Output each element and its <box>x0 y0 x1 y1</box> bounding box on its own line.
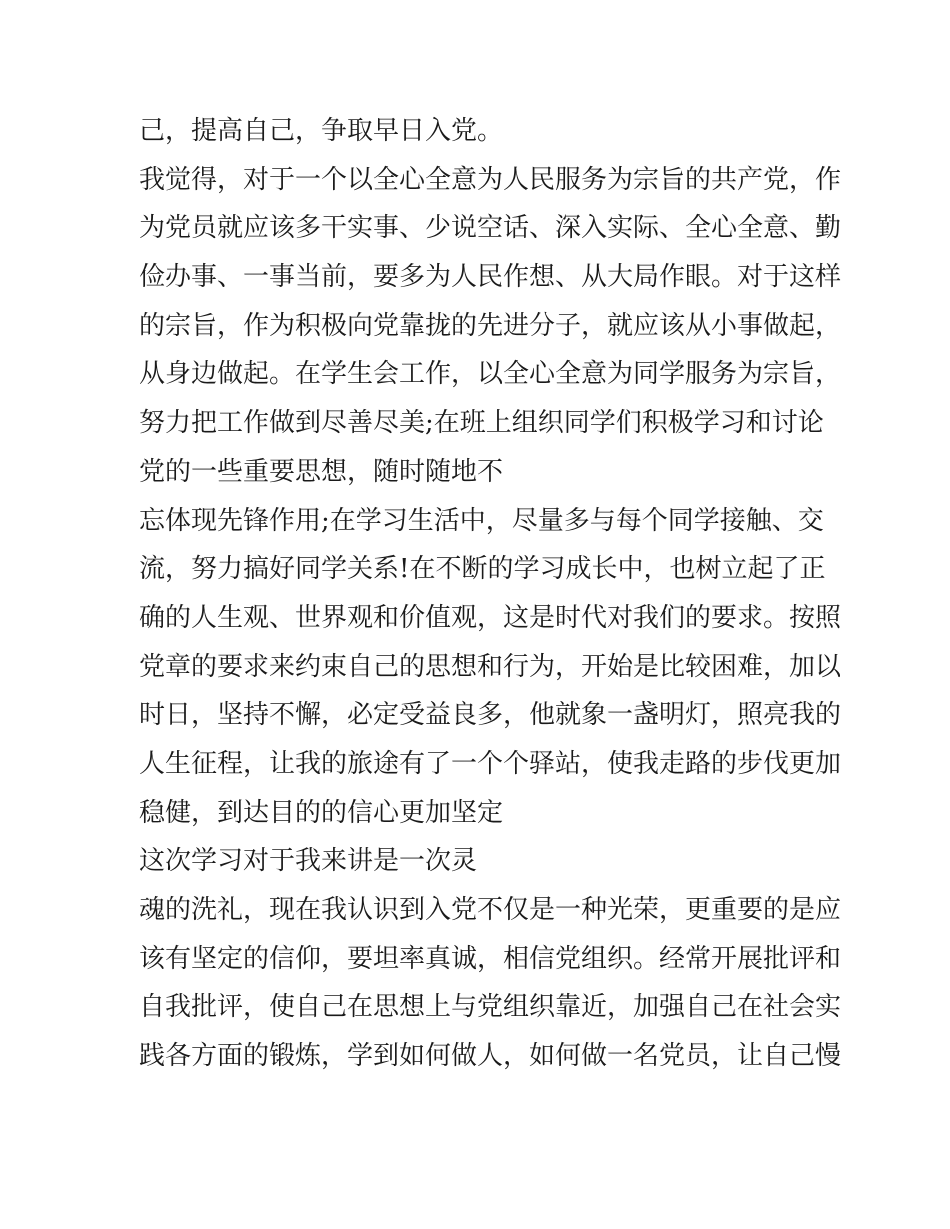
text-line: 魂的洗礼，现在我认识到入党不仅是一种光荣，更重要的是应 <box>139 895 842 925</box>
text-line: 的宗旨，作为积极向党靠拢的先进分子，就应该从小事做起， <box>139 310 842 341</box>
text-line: 确的人生观、世界观和价值观，这是时代对我们的要求。按照 <box>139 602 842 633</box>
text-line: 党的一些重要思想，随时随地不 <box>139 456 504 487</box>
text-line: 人生征程，让我的旅途有了一个个驿站，使我走路的步伐更加 <box>139 748 842 779</box>
text-line: 稳健，到达目的的信心更加坚定 <box>139 797 504 828</box>
document-body <box>139 107 842 1081</box>
text-line: 俭办事、一事当前，要多为人民作想、从大局作眼。对于这样 <box>139 262 842 293</box>
text-line: 这次学习对于我来讲是一次灵 <box>139 846 478 877</box>
text-line: 忘体现先锋作用;在学习生活中，尽量多与每个同学接触、交 <box>139 505 824 536</box>
text-line: 党章的要求来约束自己的思想和行为，开始是比较困难，加以 <box>139 651 842 682</box>
text-line: 时日，坚持不懈，必定受益良多，他就象一盏明灯，照亮我的 <box>139 700 842 731</box>
text-line: 我觉得，对于一个以全心全意为人民服务为宗旨的共产党，作 <box>139 164 842 195</box>
text-line: 从身边做起。在学生会工作，以全心全意为同学服务为宗旨， <box>139 359 842 390</box>
text-line: 自我批评，使自己在思想上与党组织靠近，加强自己在社会实 <box>139 992 842 1023</box>
text-line: 践各方面的锻炼，学到如何做人，如何做一名党员，让自己慢 <box>139 1041 842 1072</box>
text-line: 该有坚定的信仰，要坦率真诚，相信党组织。经常开展批评和 <box>139 943 842 974</box>
text-line: 己，提高自己，争取早日入党。 <box>139 116 504 146</box>
text-line: 为党员就应该多干实事、少说空话、深入实际、全心全意、勤 <box>139 213 842 244</box>
text-line: 努力把工作做到尽善尽美;在班上组织同学们积极学习和讨论 <box>139 408 824 439</box>
text-line: 流，努力搞好同学关系!在不断的学习成长中，也树立起了正 <box>139 554 826 585</box>
